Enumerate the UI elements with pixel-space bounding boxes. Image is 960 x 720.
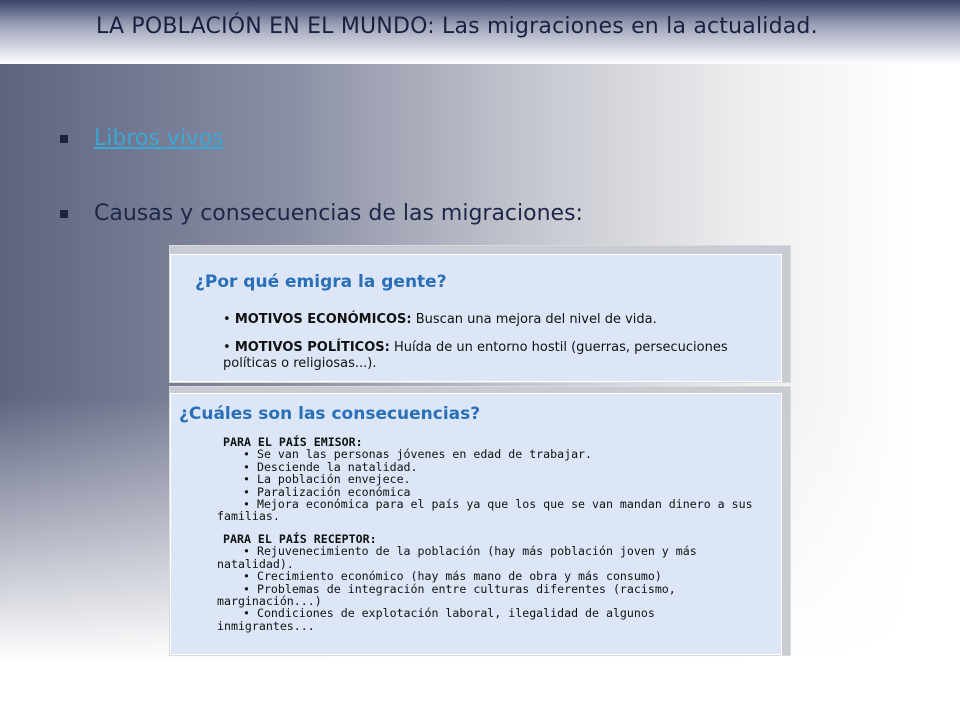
why-emigrate-panel <box>170 254 782 382</box>
motive-label: MOTIVOS POLÍTICOS: <box>234 340 390 355</box>
motive-item: • MOTIVOS POLÍTICOS: Huída de un entorno hostil (guerras, persecuciones políticas o religiosas...). <box>223 340 728 371</box>
list-item-text: Paralización económica <box>256 484 411 499</box>
list-item: • La población envejece. <box>243 472 411 487</box>
bullet-item-link <box>60 126 224 151</box>
list-item-text: La población envejece. <box>256 472 411 487</box>
why-emigrate-title: ¿Por qué emigra la gente? <box>195 272 447 292</box>
list-item: • Condiciones de explotación laboral, ilegalidad de algunos inmigrantes... <box>217 606 662 633</box>
emisor-heading: PARA EL PAÍS EMISOR: <box>223 435 363 449</box>
list-item: • Rejuvenecimiento de la población (hay más población joven y más natalidad). <box>217 544 704 571</box>
list-item-text: Crecimiento económico (hay más mano de obra y más consumo) <box>256 569 662 584</box>
motive-text: Buscan una mejora del nivel de vida. <box>415 312 657 327</box>
motive-item: • MOTIVOS ECONÓMICOS: Buscan una mejora del nivel de vida. <box>223 312 657 327</box>
slide-title: LA POBLACIÓN EN EL MUNDO: Las migraciones en la actualidad. <box>96 14 818 39</box>
list-item: • Desciende la natalidad. <box>243 459 418 474</box>
title-bar <box>0 0 960 64</box>
list-item-text: Rejuvenecimiento de la población (hay más población joven y más natalidad). <box>217 544 704 571</box>
list-item-text: Condiciones de explotación laboral, ilegalidad de algunos inmigrantes... <box>217 606 662 633</box>
receptor-section <box>217 533 757 632</box>
consequences-image <box>170 387 790 655</box>
list-item: • Problemas de integración entre culturas diferentes (racismo, marginación...) <box>217 581 683 609</box>
list-item-text: Mejora económica para el país ya que los que se van mandan dinero a sus familias. <box>217 497 760 524</box>
receptor-heading: PARA EL PAÍS RECEPTOR: <box>223 532 377 546</box>
emisor-section <box>217 435 760 524</box>
list-item: • Mejora económica para el país ya que los que se van mandan dinero a sus familias. <box>217 497 760 524</box>
list-item: • Paralización económica <box>243 484 411 499</box>
list-item-text: Desciende la natalidad. <box>256 459 418 474</box>
square-bullet-icon <box>60 210 68 218</box>
list-item: • Crecimiento económico (hay más mano de obra y más consumo) <box>243 569 662 584</box>
consequences-title: ¿Cuáles son las consecuencias? <box>179 404 481 424</box>
list-item-text: Problemas de integración entre culturas diferentes (racismo, marginación...) <box>217 581 683 609</box>
why-emigrate-image <box>170 246 790 382</box>
libros-vivos-link[interactable]: Libros vivos <box>94 126 224 151</box>
bullet-item-causes <box>60 201 583 226</box>
list-item-text: Se van las personas jóvenes en edad de trabajar. <box>256 447 593 462</box>
motive-text: Huída de un entorno hostil (guerras, persecuciones políticas o religiosas...). <box>223 340 728 371</box>
motive-label: MOTIVOS ECONÓMICOS: <box>234 312 412 327</box>
list-item: • Se van las personas jóvenes en edad de trabajar. <box>243 447 593 462</box>
consequences-panel <box>170 393 782 655</box>
causes-heading: Causas y consecuencias de las migraciones: <box>94 201 583 226</box>
square-bullet-icon <box>60 135 68 143</box>
